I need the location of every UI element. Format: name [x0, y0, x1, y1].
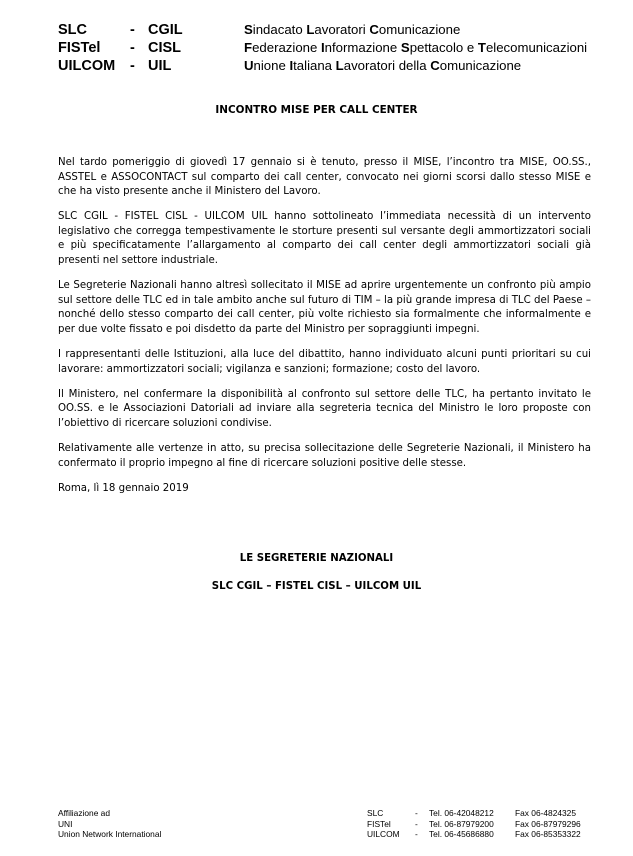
- footer-affiliation-line: Union Network International: [58, 829, 162, 840]
- paragraph: Il Ministero, nel confermare la disponibilità al confronto sul settore delle TLC, ha pertanto invitato le OO.SS. e le Associazioni Datoriali ad inviare alla segreteria tecnica del Ministro le loro proposte con l’obiettivo di ricercare soluzioni condivise.: [58, 388, 591, 429]
- paragraph: Le Segreterie Nazionali hanno altresì sollecitato il MISE ad aprire urgentemente un confronto più ampio sul settore delle TLC ed in tale ambito anche sul futuro di TIM – la più grande impresa di TLC del Paese – nonché dello stesso comparto dei call center, più volte richiesto sia formalmente che informalmente e per due volte fissato e poi disdetto da parte del Ministro per sopraggiunti impegni.: [58, 280, 591, 335]
- separator-dash: -: [130, 58, 135, 74]
- letterhead-row-fistel: [58, 40, 598, 58]
- signature-unions: SLC CGIL – FISTEL CISL – UILCOM UIL: [211, 581, 422, 592]
- contact-org: UILCOM: [367, 829, 400, 840]
- letterhead: [58, 22, 598, 76]
- footer-affiliation-line: Affiliazione ad: [58, 808, 110, 818]
- contact-row: [367, 829, 581, 840]
- paragraph: Relativamente alle vertenze in atto, su precisa sollecitazione delle Segreterie Nazionali, il Ministero ha confermato il proprio impegno al fine di ricercare soluzioni positive delle stesse.: [58, 443, 591, 469]
- confederation-code: UIL: [148, 58, 172, 74]
- separator-dash: -: [130, 22, 135, 38]
- contact-tel: Tel. 06-87979200: [429, 818, 494, 829]
- date-line: Roma, lì 18 gennaio 2019: [58, 482, 189, 494]
- contact-row: [367, 819, 581, 830]
- union-code: FISTel: [58, 40, 101, 56]
- footer-affiliation-line: UNI: [58, 818, 73, 829]
- paragraph: I rappresentanti delle Istituzioni, alla luce del dibattito, hanno individuato alcuni punti prioritari su cui lavorare: ammortizzatori sociali; vigilanza e sanzioni; formazione; costo del lavoro.: [58, 349, 591, 375]
- contact-fax: Fax 06-85353322: [515, 829, 581, 840]
- union-code: SLC: [58, 22, 87, 38]
- paragraph: Nel tardo pomeriggio di giovedì 17 gennaio si è tenuto, presso il MISE, l’incontro tra MISE, OO.SS., ASSTEL e ASSOCONTACT sul comparto dei call center, convocato nei giorni scorsi dallo stesso MISE e che ha visto presente anche il Ministero del Lavoro.: [58, 157, 591, 198]
- contact-fax: Fax 06-87979296: [515, 818, 581, 829]
- confederation-code: CISL: [148, 40, 182, 56]
- document-body: [58, 156, 591, 507]
- contact-dash: -: [415, 808, 418, 818]
- document-title: INCONTRO MISE PER CALL CENTER: [215, 104, 418, 116]
- union-code: UILCOM: [58, 58, 116, 74]
- letterhead-row-uilcom: [58, 58, 598, 76]
- signature-title: LE SEGRETERIE NAZIONALI: [239, 553, 394, 564]
- contact-org: SLC: [367, 808, 384, 818]
- union-full-name: Unione Italiana Lavoratori della Comunicazione: [244, 58, 522, 73]
- footer-affiliation: [58, 808, 161, 840]
- separator-dash: -: [130, 40, 135, 56]
- footer-contacts: [367, 808, 581, 840]
- contact-org: FISTel: [367, 818, 391, 829]
- contact-tel: Tel. 06-42048212: [429, 808, 494, 818]
- contact-tel: Tel. 06-45686880: [429, 829, 494, 840]
- contact-dash: -: [415, 818, 418, 829]
- contact-fax: Fax 06-4824325: [515, 808, 576, 818]
- contact-dash: -: [415, 829, 418, 840]
- confederation-code: CGIL: [148, 22, 183, 38]
- union-full-name: Sindacato Lavoratori Comunicazione: [244, 22, 461, 37]
- letterhead-row-slc: [58, 22, 598, 40]
- paragraph: SLC CGIL - FISTEL CISL - UILCOM UIL hanno sottolineato l’immediata necessità di un intervento legislativo che corregga tempestivamente le storture presenti sul versante degli ammortizzatori sociali e più specificatamente l’allargamento al comparto dei call center degli ammortizzatori sociali già presenti nel settore industriale.: [58, 211, 591, 267]
- contact-row: [367, 808, 581, 819]
- union-full-name: Federazione Informazione Spettacolo e Telecomunicazioni: [244, 40, 588, 55]
